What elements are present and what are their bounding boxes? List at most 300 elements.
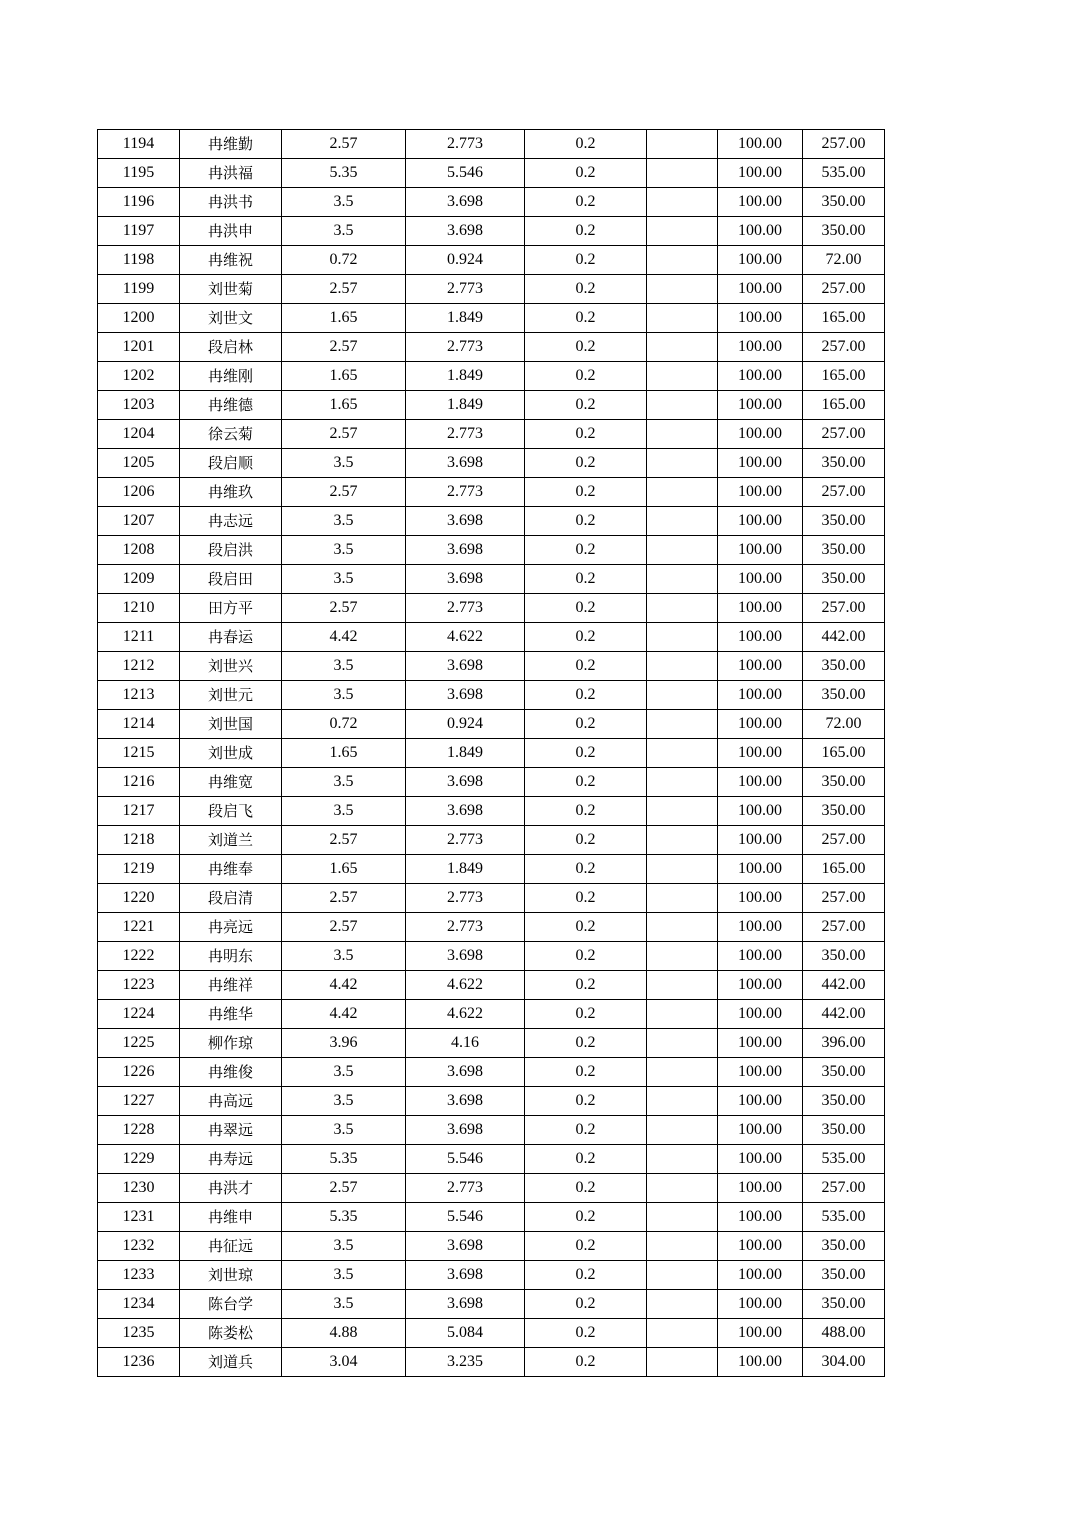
cell-amount: 350.00	[803, 188, 885, 217]
cell-v1: 3.5	[282, 681, 406, 710]
cell-v1: 3.5	[282, 1058, 406, 1087]
cell-blank	[647, 913, 718, 942]
cell-blank	[647, 884, 718, 913]
cell-blank	[647, 565, 718, 594]
cell-no: 1216	[98, 768, 180, 797]
cell-v1: 3.96	[282, 1029, 406, 1058]
cell-name: 刘世国	[180, 710, 282, 739]
cell-v2: 5.546	[406, 1203, 525, 1232]
cell-price: 100.00	[718, 536, 803, 565]
table-row	[98, 1145, 885, 1174]
cell-rate: 0.2	[525, 623, 647, 652]
cell-v2: 2.773	[406, 594, 525, 623]
cell-v1: 3.5	[282, 1290, 406, 1319]
cell-amount: 488.00	[803, 1319, 885, 1348]
cell-rate: 0.2	[525, 1232, 647, 1261]
cell-blank	[647, 1116, 718, 1145]
cell-v2: 3.698	[406, 565, 525, 594]
cell-v1: 3.5	[282, 652, 406, 681]
cell-name: 冉寿远	[180, 1145, 282, 1174]
cell-blank	[647, 1290, 718, 1319]
cell-blank	[647, 652, 718, 681]
cell-blank	[647, 1348, 718, 1377]
cell-rate: 0.2	[525, 971, 647, 1000]
cell-v1: 3.5	[282, 536, 406, 565]
cell-rate: 0.2	[525, 1058, 647, 1087]
cell-blank	[647, 246, 718, 275]
cell-amount: 350.00	[803, 1116, 885, 1145]
cell-no: 1220	[98, 884, 180, 913]
cell-amount: 350.00	[803, 942, 885, 971]
cell-price: 100.00	[718, 304, 803, 333]
table-row	[98, 420, 885, 449]
cell-blank	[647, 478, 718, 507]
cell-v1: 2.57	[282, 478, 406, 507]
cell-amount: 257.00	[803, 826, 885, 855]
cell-no: 1233	[98, 1261, 180, 1290]
cell-rate: 0.2	[525, 884, 647, 913]
cell-no: 1198	[98, 246, 180, 275]
cell-amount: 165.00	[803, 739, 885, 768]
cell-blank	[647, 826, 718, 855]
cell-price: 100.00	[718, 652, 803, 681]
cell-amount: 350.00	[803, 507, 885, 536]
cell-no: 1235	[98, 1319, 180, 1348]
table-row	[98, 681, 885, 710]
cell-rate: 0.2	[525, 159, 647, 188]
table-row	[98, 855, 885, 884]
cell-no: 1226	[98, 1058, 180, 1087]
cell-v2: 0.924	[406, 246, 525, 275]
cell-v1: 3.04	[282, 1348, 406, 1377]
cell-v2: 2.773	[406, 884, 525, 913]
table-row	[98, 1058, 885, 1087]
cell-rate: 0.2	[525, 652, 647, 681]
cell-price: 100.00	[718, 971, 803, 1000]
cell-amount: 165.00	[803, 391, 885, 420]
cell-name: 刘道兰	[180, 826, 282, 855]
table-row	[98, 1087, 885, 1116]
cell-name: 冉春运	[180, 623, 282, 652]
cell-name: 柳作琼	[180, 1029, 282, 1058]
cell-no: 1209	[98, 565, 180, 594]
cell-blank	[647, 681, 718, 710]
cell-amount: 350.00	[803, 652, 885, 681]
cell-v1: 2.57	[282, 130, 406, 159]
cell-rate: 0.2	[525, 304, 647, 333]
cell-amount: 257.00	[803, 1174, 885, 1203]
table-row	[98, 1319, 885, 1348]
cell-amount: 304.00	[803, 1348, 885, 1377]
cell-blank	[647, 362, 718, 391]
cell-v1: 3.5	[282, 1232, 406, 1261]
cell-v2: 3.698	[406, 217, 525, 246]
cell-v2: 5.084	[406, 1319, 525, 1348]
cell-name: 陈娄松	[180, 1319, 282, 1348]
table-row	[98, 130, 885, 159]
cell-amount: 350.00	[803, 1261, 885, 1290]
cell-v2: 2.773	[406, 275, 525, 304]
cell-no: 1202	[98, 362, 180, 391]
cell-amount: 442.00	[803, 1000, 885, 1029]
cell-v1: 3.5	[282, 768, 406, 797]
cell-price: 100.00	[718, 1058, 803, 1087]
cell-price: 100.00	[718, 1232, 803, 1261]
cell-no: 1197	[98, 217, 180, 246]
table-row	[98, 797, 885, 826]
cell-v2: 4.622	[406, 623, 525, 652]
cell-no: 1208	[98, 536, 180, 565]
cell-rate: 0.2	[525, 1087, 647, 1116]
cell-rate: 0.2	[525, 1029, 647, 1058]
cell-v1: 2.57	[282, 884, 406, 913]
cell-name: 陈台学	[180, 1290, 282, 1319]
table-row	[98, 1174, 885, 1203]
cell-blank	[647, 536, 718, 565]
cell-name: 徐云菊	[180, 420, 282, 449]
cell-amount: 396.00	[803, 1029, 885, 1058]
cell-blank	[647, 1261, 718, 1290]
cell-rate: 0.2	[525, 391, 647, 420]
cell-name: 段启清	[180, 884, 282, 913]
cell-v1: 1.65	[282, 362, 406, 391]
cell-price: 100.00	[718, 768, 803, 797]
cell-rate: 0.2	[525, 246, 647, 275]
cell-rate: 0.2	[525, 942, 647, 971]
cell-v1: 5.35	[282, 1145, 406, 1174]
cell-v1: 4.42	[282, 623, 406, 652]
cell-blank	[647, 275, 718, 304]
cell-v2: 3.698	[406, 1232, 525, 1261]
cell-name: 刘世文	[180, 304, 282, 333]
cell-v1: 1.65	[282, 391, 406, 420]
cell-rate: 0.2	[525, 420, 647, 449]
data-table	[97, 129, 885, 1377]
cell-amount: 165.00	[803, 304, 885, 333]
cell-name: 冉维华	[180, 1000, 282, 1029]
table-row	[98, 246, 885, 275]
table-row	[98, 478, 885, 507]
cell-price: 100.00	[718, 942, 803, 971]
cell-v1: 3.5	[282, 1261, 406, 1290]
cell-name: 冉高远	[180, 1087, 282, 1116]
table-row	[98, 507, 885, 536]
cell-v1: 3.5	[282, 449, 406, 478]
table-row	[98, 217, 885, 246]
cell-rate: 0.2	[525, 333, 647, 362]
cell-rate: 0.2	[525, 1116, 647, 1145]
cell-v2: 3.698	[406, 507, 525, 536]
cell-no: 1231	[98, 1203, 180, 1232]
cell-rate: 0.2	[525, 1000, 647, 1029]
cell-name: 冉亮远	[180, 913, 282, 942]
cell-rate: 0.2	[525, 797, 647, 826]
cell-blank	[647, 1203, 718, 1232]
cell-v2: 2.773	[406, 913, 525, 942]
cell-no: 1211	[98, 623, 180, 652]
cell-no: 1218	[98, 826, 180, 855]
cell-v1: 1.65	[282, 855, 406, 884]
cell-price: 100.00	[718, 333, 803, 362]
cell-v1: 3.5	[282, 797, 406, 826]
cell-name: 刘世菊	[180, 275, 282, 304]
table-row	[98, 362, 885, 391]
cell-name: 冉洪书	[180, 188, 282, 217]
cell-name: 段启洪	[180, 536, 282, 565]
table-row	[98, 1290, 885, 1319]
cell-name: 冉维祝	[180, 246, 282, 275]
cell-price: 100.00	[718, 391, 803, 420]
cell-price: 100.00	[718, 681, 803, 710]
cell-v2: 2.773	[406, 826, 525, 855]
cell-no: 1196	[98, 188, 180, 217]
cell-v2: 2.773	[406, 420, 525, 449]
cell-blank	[647, 942, 718, 971]
cell-rate: 0.2	[525, 536, 647, 565]
cell-no: 1236	[98, 1348, 180, 1377]
cell-blank	[647, 130, 718, 159]
cell-name: 冉维祥	[180, 971, 282, 1000]
cell-price: 100.00	[718, 1348, 803, 1377]
cell-no: 1206	[98, 478, 180, 507]
cell-amount: 535.00	[803, 1145, 885, 1174]
cell-rate: 0.2	[525, 217, 647, 246]
cell-rate: 0.2	[525, 826, 647, 855]
cell-amount: 257.00	[803, 130, 885, 159]
cell-v2: 3.235	[406, 1348, 525, 1377]
table-row	[98, 826, 885, 855]
cell-rate: 0.2	[525, 710, 647, 739]
cell-rate: 0.2	[525, 681, 647, 710]
cell-blank	[647, 1319, 718, 1348]
cell-v1: 3.5	[282, 188, 406, 217]
cell-v2: 5.546	[406, 1145, 525, 1174]
cell-name: 刘世兴	[180, 652, 282, 681]
cell-blank	[647, 188, 718, 217]
cell-blank	[647, 420, 718, 449]
cell-no: 1229	[98, 1145, 180, 1174]
cell-v1: 3.5	[282, 1087, 406, 1116]
cell-price: 100.00	[718, 1174, 803, 1203]
cell-rate: 0.2	[525, 130, 647, 159]
cell-v2: 4.622	[406, 971, 525, 1000]
cell-name: 田方平	[180, 594, 282, 623]
cell-v1: 2.57	[282, 420, 406, 449]
cell-v1: 2.57	[282, 913, 406, 942]
cell-no: 1224	[98, 1000, 180, 1029]
cell-price: 100.00	[718, 855, 803, 884]
cell-no: 1227	[98, 1087, 180, 1116]
cell-v2: 2.773	[406, 333, 525, 362]
table-row	[98, 942, 885, 971]
cell-blank	[647, 971, 718, 1000]
table-row	[98, 971, 885, 1000]
cell-rate: 0.2	[525, 1348, 647, 1377]
cell-no: 1210	[98, 594, 180, 623]
cell-no: 1219	[98, 855, 180, 884]
cell-price: 100.00	[718, 507, 803, 536]
cell-amount: 257.00	[803, 478, 885, 507]
cell-blank	[647, 797, 718, 826]
cell-amount: 350.00	[803, 1232, 885, 1261]
table-row	[98, 623, 885, 652]
cell-v2: 2.773	[406, 478, 525, 507]
table-row	[98, 652, 885, 681]
cell-v2: 3.698	[406, 768, 525, 797]
cell-no: 1223	[98, 971, 180, 1000]
table-row	[98, 159, 885, 188]
cell-name: 冉洪申	[180, 217, 282, 246]
cell-no: 1232	[98, 1232, 180, 1261]
cell-no: 1203	[98, 391, 180, 420]
table-row	[98, 449, 885, 478]
cell-price: 100.00	[718, 1029, 803, 1058]
cell-v2: 4.622	[406, 1000, 525, 1029]
table-row	[98, 565, 885, 594]
cell-blank	[647, 333, 718, 362]
cell-rate: 0.2	[525, 275, 647, 304]
cell-name: 刘世元	[180, 681, 282, 710]
cell-name: 冉维德	[180, 391, 282, 420]
cell-v1: 1.65	[282, 739, 406, 768]
cell-name: 冉洪福	[180, 159, 282, 188]
cell-name: 冉维宽	[180, 768, 282, 797]
cell-amount: 257.00	[803, 913, 885, 942]
table-row	[98, 333, 885, 362]
cell-v1: 5.35	[282, 159, 406, 188]
cell-price: 100.00	[718, 594, 803, 623]
cell-price: 100.00	[718, 710, 803, 739]
cell-v1: 3.5	[282, 217, 406, 246]
cell-rate: 0.2	[525, 1319, 647, 1348]
cell-name: 冉维刚	[180, 362, 282, 391]
cell-blank	[647, 594, 718, 623]
cell-price: 100.00	[718, 913, 803, 942]
cell-v1: 3.5	[282, 565, 406, 594]
cell-amount: 350.00	[803, 797, 885, 826]
cell-name: 刘世成	[180, 739, 282, 768]
cell-v2: 3.698	[406, 536, 525, 565]
cell-v2: 0.924	[406, 710, 525, 739]
cell-blank	[647, 449, 718, 478]
cell-price: 100.00	[718, 217, 803, 246]
cell-v1: 4.42	[282, 1000, 406, 1029]
cell-blank	[647, 1058, 718, 1087]
cell-name: 段启林	[180, 333, 282, 362]
cell-amount: 165.00	[803, 362, 885, 391]
cell-name: 段启顺	[180, 449, 282, 478]
cell-v2: 2.773	[406, 1174, 525, 1203]
cell-v2: 3.698	[406, 652, 525, 681]
cell-no: 1228	[98, 1116, 180, 1145]
table-row	[98, 536, 885, 565]
cell-price: 100.00	[718, 739, 803, 768]
cell-amount: 442.00	[803, 971, 885, 1000]
cell-v2: 3.698	[406, 1290, 525, 1319]
cell-v2: 4.16	[406, 1029, 525, 1058]
table-row	[98, 1348, 885, 1377]
cell-rate: 0.2	[525, 855, 647, 884]
cell-amount: 350.00	[803, 1290, 885, 1319]
cell-price: 100.00	[718, 797, 803, 826]
table-row	[98, 913, 885, 942]
cell-v2: 1.849	[406, 391, 525, 420]
cell-no: 1221	[98, 913, 180, 942]
cell-v1: 2.57	[282, 594, 406, 623]
cell-v2: 3.698	[406, 681, 525, 710]
cell-price: 100.00	[718, 159, 803, 188]
cell-rate: 0.2	[525, 478, 647, 507]
cell-price: 100.00	[718, 1203, 803, 1232]
cell-v2: 2.773	[406, 130, 525, 159]
table-row	[98, 1116, 885, 1145]
cell-no: 1207	[98, 507, 180, 536]
cell-rate: 0.2	[525, 565, 647, 594]
cell-rate: 0.2	[525, 1261, 647, 1290]
cell-no: 1234	[98, 1290, 180, 1319]
cell-name: 刘道兵	[180, 1348, 282, 1377]
cell-price: 100.00	[718, 275, 803, 304]
cell-v2: 3.698	[406, 797, 525, 826]
cell-no: 1201	[98, 333, 180, 362]
cell-blank	[647, 217, 718, 246]
cell-blank	[647, 159, 718, 188]
table-row	[98, 739, 885, 768]
cell-amount: 350.00	[803, 681, 885, 710]
cell-blank	[647, 507, 718, 536]
cell-blank	[647, 739, 718, 768]
cell-amount: 257.00	[803, 594, 885, 623]
cell-blank	[647, 1087, 718, 1116]
cell-v1: 2.57	[282, 333, 406, 362]
cell-name: 冉维勤	[180, 130, 282, 159]
cell-no: 1222	[98, 942, 180, 971]
cell-amount: 535.00	[803, 159, 885, 188]
cell-name: 段启田	[180, 565, 282, 594]
table-row	[98, 1203, 885, 1232]
table-row	[98, 1029, 885, 1058]
cell-no: 1217	[98, 797, 180, 826]
cell-amount: 350.00	[803, 565, 885, 594]
cell-rate: 0.2	[525, 188, 647, 217]
cell-rate: 0.2	[525, 1203, 647, 1232]
cell-v1: 2.57	[282, 826, 406, 855]
cell-blank	[647, 1029, 718, 1058]
cell-no: 1215	[98, 739, 180, 768]
cell-rate: 0.2	[525, 507, 647, 536]
table-body	[98, 130, 885, 1377]
cell-name: 冉志远	[180, 507, 282, 536]
cell-price: 100.00	[718, 449, 803, 478]
cell-name: 冉维玖	[180, 478, 282, 507]
cell-blank	[647, 1000, 718, 1029]
table-row	[98, 768, 885, 797]
cell-price: 100.00	[718, 1261, 803, 1290]
cell-v1: 3.5	[282, 942, 406, 971]
cell-amount: 350.00	[803, 1087, 885, 1116]
cell-v1: 0.72	[282, 710, 406, 739]
cell-rate: 0.2	[525, 1290, 647, 1319]
cell-no: 1199	[98, 275, 180, 304]
cell-amount: 257.00	[803, 275, 885, 304]
cell-price: 100.00	[718, 246, 803, 275]
cell-price: 100.00	[718, 565, 803, 594]
cell-blank	[647, 1174, 718, 1203]
cell-v2: 3.698	[406, 1087, 525, 1116]
cell-amount: 165.00	[803, 855, 885, 884]
cell-v2: 1.849	[406, 304, 525, 333]
cell-v2: 5.546	[406, 159, 525, 188]
